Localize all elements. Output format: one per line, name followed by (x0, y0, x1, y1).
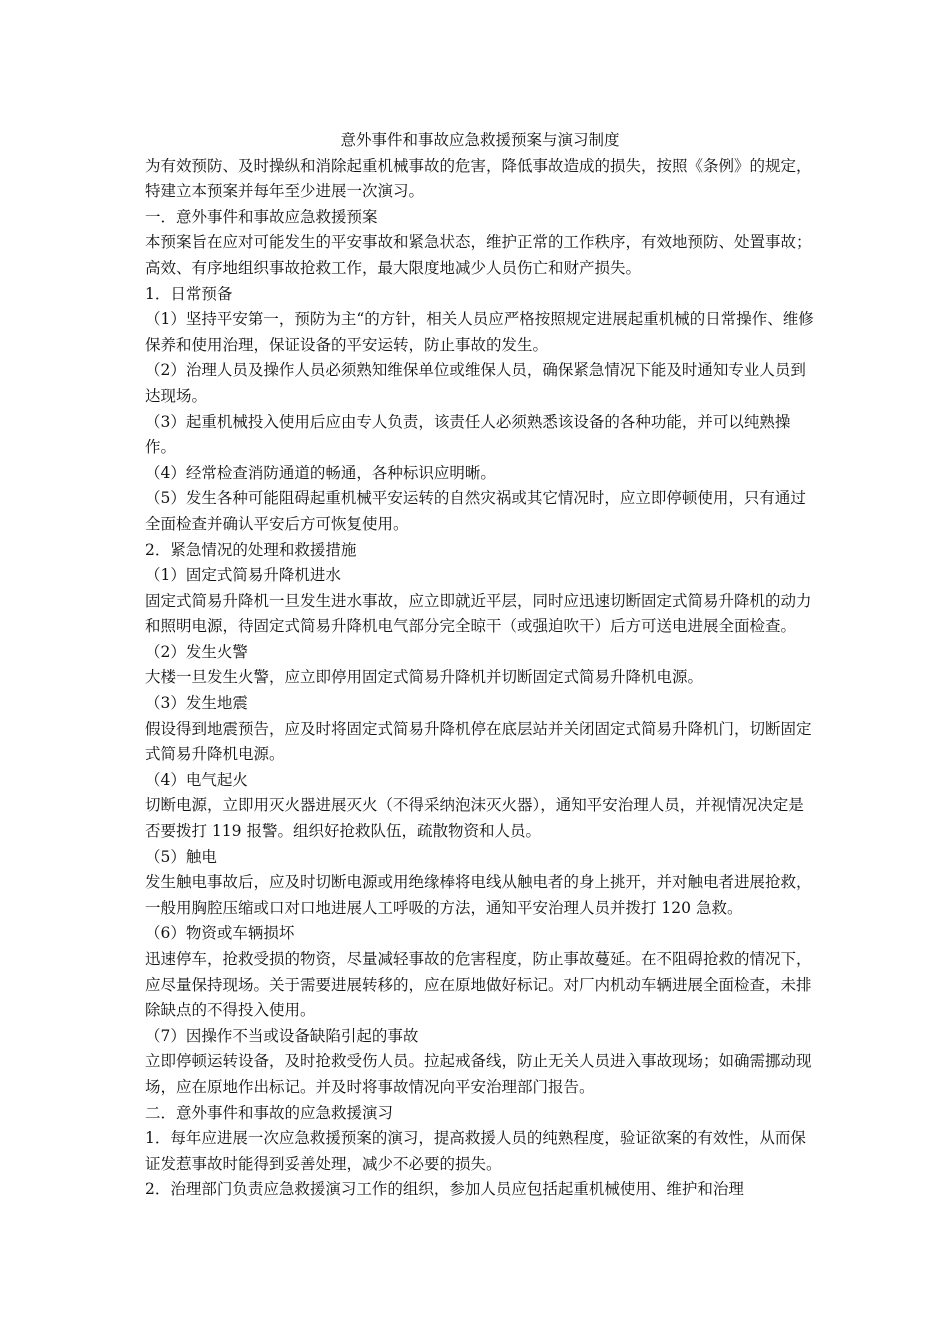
body-paragraph: 立即停顿运转设备，及时抢救受伤人员。拉起戒备线，防止无关人员进入事故现场；如确需挪动现场，应在原地作出标记。并及时将事故情况向平安治理部门报告。 (145, 1052, 812, 1096)
document-body (145, 154, 815, 1203)
body-paragraph: （5）发生各种可能阻碍起重机械平安运转的自然灾祸或其它情况时，应立即停顿使用，只有通过全面检查并确认平安后方可恢复使用。 (145, 489, 806, 533)
body-paragraph: 1．日常预备 (145, 284, 233, 303)
body-paragraph: （7）因操作不当或设备缺陷引起的事故 (145, 1026, 419, 1045)
body-paragraph: 发生触电事故后，应及时切断电源或用绝缘棒将电线从触电者的身上挑开，并对触电者进展抢救，一般用胸腔压缩或口对口地进展人工呼吸的方法，通知平安治理人员并拨打 120 急救。 (145, 873, 812, 917)
body-paragraph: 大楼一旦发生火警，应立即停用固定式简易升降机并切断固定式简易升降机电源。 (145, 668, 704, 687)
body-paragraph: 固定式简易升降机一旦发生进水事故，应立即就近平层，同时应迅速切断固定式简易升降机的动力和照明电源，待固定式简易升降机电气部分完全晾干（或强迫吹干）后方可送电进展全面检查。 (145, 591, 812, 636)
body-paragraph: （2）发生火警 (145, 642, 248, 661)
body-paragraph: （5）触电 (145, 847, 217, 866)
body-paragraph: （3）起重机械投入使用后应由专人负责，该责任人必须熟悉该设备的各种功能，并可以纯熟操作。 (145, 412, 791, 457)
document-title: 意外事件和事故应急救援预案与演习制度 (340, 131, 620, 149)
document-page (145, 128, 815, 1203)
body-paragraph: 1．每年应进展一次应急救援预案的演习，提高救援人员的纯熟程度，验证欲案的有效性，从而保证发惹事故时能得到妥善处理，减少不必要的损失。 (145, 1129, 806, 1173)
body-paragraph: 二．意外事件和事故的应急救援演习 (145, 1103, 394, 1122)
body-paragraph: 一．意外事件和事故应急救援预案 (145, 207, 378, 226)
body-paragraph: （4）经常检查消防通道的畅通，各种标识应明晰。 (145, 463, 496, 482)
body-paragraph: 本预案旨在应对可能发生的平安事故和紧急状态，维护正常的工作秩序，有效地预防、处置事故；高效、有序地组织事故抢救工作，最大限度地减少人员伤亡和财产损失。 (145, 233, 812, 277)
body-paragraph: 2．紧急情况的处理和救援措施 (145, 540, 357, 559)
body-paragraph: （3）发生地震 (145, 694, 248, 713)
body-paragraph: （1）坚持平安第一，预防为主“的方针，相关人员应严格按照规定进展起重机械的日常操作、维修保养和使用治理，保证设备的平安运转，防止事故的发生。 (145, 310, 814, 354)
body-paragraph: （4）电气起火 (145, 770, 248, 789)
body-paragraph: 迅速停车，抢救受损的物资，尽量减轻事故的危害程度，防止事故蔓延。在不阻碍抢救的情况下，应尽量保持现场。关于需要进展转移的，应在原地做好标记。对厂内机动车辆进展全面检查，未排除缺点的不得投入使用。 (145, 950, 812, 1020)
body-paragraph: 为有效预防、及时操纵和消除起重机械事故的危害，降低事故造成的损失，按照《条例》的规定，特建立本预案并每年至少进展一次演习。 (145, 156, 812, 201)
body-paragraph: （1）固定式简易升降机进水 (145, 566, 341, 585)
body-paragraph: 2．治理部门负责应急救援演习工作的组织，参加人员应包括起重机械使用、维护和治理 (145, 1180, 744, 1199)
body-paragraph: 切断电源，立即用灭火器进展灭火（不得采纳泡沫灭火器），通知平安治理人员，并视情况决定是否要拨打 119 报警。组织好抢救队伍，疏散物资和人员。 (145, 796, 804, 841)
body-paragraph: 假设得到地震预告，应及时将固定式简易升降机停在底层站并关闭固定式简易升降机门，切断固定式简易升降机电源。 (145, 719, 812, 764)
body-paragraph: （6）物资或车辆损坏 (145, 924, 295, 943)
body-paragraph: （2）治理人员及操作人员必须熟知维保单位或维保人员，确保紧急情况下能及时通知专业人员到达现场。 (145, 361, 806, 405)
